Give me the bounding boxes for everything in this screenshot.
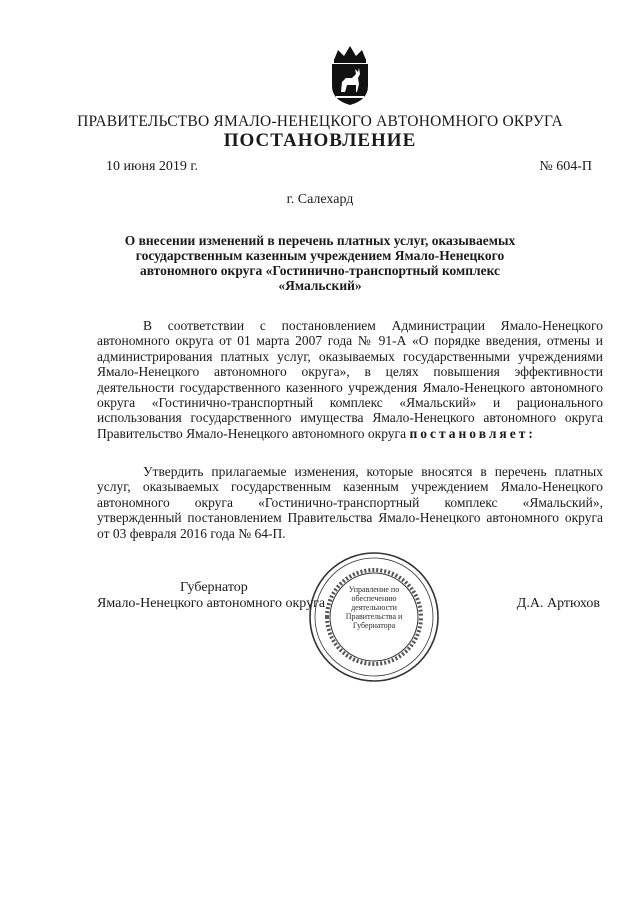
document-type: ПОСТАНОВЛЕНИЕ <box>223 130 417 151</box>
signatory-title: Губернатор <box>180 580 248 595</box>
document-subject: О внесении изменений в перечень платных услуг, оказываемых государственным казенным учреждением Ямало-Ненецкого автономного округа «Гостинично-транспортный комплекс «Ямальский» <box>124 233 516 293</box>
body-paragraph-1 <box>97 318 603 441</box>
stamp-inner-text: Управление по обеспечению деятельности Правительства и Губернатора <box>345 585 403 630</box>
signatory-name: Д.А. Артюхов <box>516 596 600 611</box>
document-number: № 604-П <box>539 159 592 174</box>
paragraph-1-text: В соответствии с постановлением Администрации Ямало-Ненецкого автономного округа от 01 марта 2007 года № 91-А «О порядке введения, отмены и администрирования платных услуг, оказываемых государственными учреждениями Ямало-Ненецкого автономного округа», в целях повышения эффективности деятельности государственного казенного учреждения Ямало-Ненецкого автономного округа «Гостинично-транспортный комплекс «Ямальский» и рационального использования государственного имущества Ямало-Ненецкого автономного округа Правительство Ямало-Ненецкого автономного округа <box>97 318 603 441</box>
document-date: 10 июня 2019 г. <box>106 159 199 174</box>
resolves-keyword: постановляет: <box>409 425 536 441</box>
signatory-organization: Ямало-Ненецкого автономного округа <box>97 596 326 611</box>
organization-title: ПРАВИТЕЛЬСТВО ЯМАЛО-НЕНЕЦКОГО АВТОНОМНОГО ОКРУГА <box>77 113 563 130</box>
document-city: г. Салехард <box>286 192 354 207</box>
body-paragraph-2: Утвердить прилагаемые изменения, которые вносятся в перечень платных услуг, оказываемых государственным казенным учреждением Ямало-Ненецкого автономного округа «Гостинично-транспортный комплекс «Ямальский», утвержденный постановлением Правительства Ямало-Ненецкого автономного округа от 03 февраля 2016 года № 64-П. <box>97 464 603 541</box>
coat-of-arms-emblem <box>328 44 372 106</box>
